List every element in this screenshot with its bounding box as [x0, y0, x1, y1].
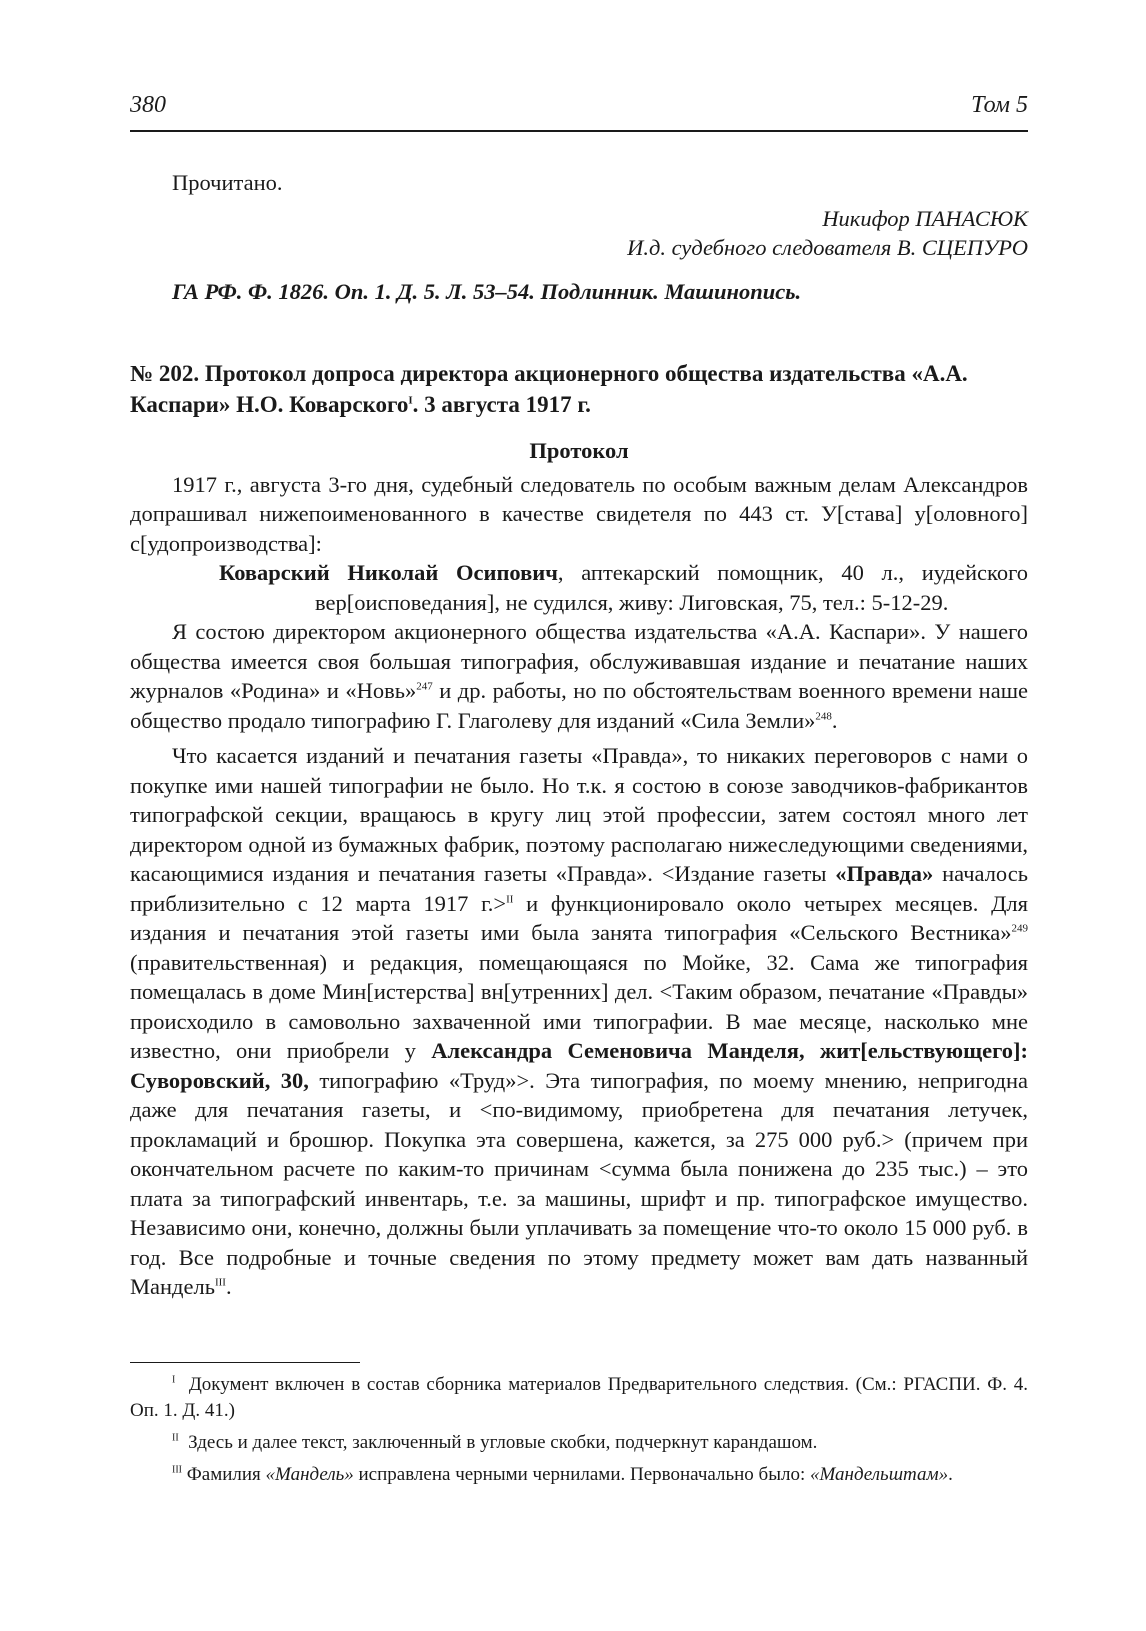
main-text	[130, 168, 1028, 1302]
footnote-3: $^{III}$ Фамилия «Мандель» исправлена черными чернилами. Первоначально было: «Мандельштам».	[172, 1464, 953, 1485]
footnote-1: $^I$ Документ включен в состав сборника материалов Предварительного следствия. (См.: РГАСПИ. Ф. 4. Оп. 1. Д. 41.)	[130, 1374, 1029, 1421]
read-confirmation: Прочитано.	[172, 170, 283, 195]
endnote-ref-249[interactable]: 249	[1011, 922, 1028, 935]
signature-investigator: И.д. судебного следователя В. СЦЕПУРО	[627, 235, 1028, 260]
title-date: . 3 августа 1917 г.	[412, 392, 591, 417]
witness-info	[130, 558, 1028, 617]
archive-source: ГА РФ. Ф. 1826. Оп. 1. Д. 5. Л. 53–54. Подлинник. Машинопись.	[172, 278, 802, 304]
endnote-ref-247[interactable]: 247	[416, 680, 433, 693]
title-text: № 202. Протокол допроса директора акционерного общества издательства «А.А. Каспари» Н.О. Коварского	[130, 361, 968, 417]
signature-witness: Никифор ПАНАСЮК	[822, 205, 1028, 231]
footnote-ref-1[interactable]: I	[408, 394, 413, 407]
intro-paragraph: 1917 г., августа 3-го дня, судебный следователь по особым важным делам Александров допрашивал нижепоименованного в качестве свидетеля по 443 ст. У[става] у[оловного] с[удопроизводства]:	[130, 471, 1028, 556]
footnote-separator	[130, 1362, 360, 1363]
running-header	[130, 92, 1028, 132]
footnotes	[130, 1372, 1028, 1494]
footnote-ref-3[interactable]: III	[214, 1276, 226, 1289]
section-heading: Протокол	[529, 438, 629, 463]
footnote-2: $^{II}$ Здесь и далее текст, заключенный в угловые скобки, подчеркнут карандашом.	[172, 1432, 818, 1453]
testimony-paragraph-1: Я состою директором акционерного общества издательства «А.А. Каспари». У нашего общества имеется своя большая типография, обслуживавшая издание и печатание наших журналов «Родина» и «Новь»$^{247}$ и др. работы, но по обстоятельствам военного времени наше общество продало типографию Г. Глаголеву для изданий «Сила Земли»$^{248}$.	[130, 619, 1029, 733]
witness-details: , аптекарский помощник, 40 л., иудейского вер[оисповедания], не судился, живу: Лиговская, 75, тел.: 5-12-29.	[315, 560, 1028, 615]
footnote-ref-2[interactable]: II	[506, 893, 514, 905]
volume-label: Том 5	[971, 92, 1028, 118]
page-number: 380	[130, 92, 166, 118]
witness-name: Коварский Николай Осипович	[219, 560, 558, 585]
testimony-paragraph-2: Что касается изданий и печатания газеты «Правда», то никаких переговоров с нами о покупке ими нашей типографии не было. Но т.к. я состою в союзе заводчиков-фабрикантов типографской секции, вращаюсь в кругу лиц этой профессии, затем состоял много лет директором одной из бумажных фабрик, поэтому располагаю нижеследующими сведениями, касающимися издания и печатания газеты «Правда». <Издание газеты «Правда» началось приблизительно с 12 марта 1917 г.>$^{II}$ и функционировало около четырех месяцев. Для издания и печатания этой газеты ими была занята типография «Сельского Вестника»$^{249}$ (правительственная) и редакция, помещающаяся по Мойке, 32. Сама же типография помещалась в доме Мин[истерства] вн[утренних] дел. <Таким образом, печатание «Правды» происходило в самовольно захваченной ими типографии. В мае месяце, насколько мне известно, они приобрели у Александра Семеновича Манделя, жит[ельствующего]: Суворовский, 30, типографию «Труд»>. Эта типография, по моему мнению, непригодна даже для печатания газеты, и <по-видимому, приобретена для печатания летучек, прокламаций и брошюр. Покупка эта совершена, кажется, за 275 000 руб.> (причем при окончательном расчете по каким-то причинам <сумма была понижена до 235 тыс.) – это плата за типографский инвентарь, т.е. за машины, шрифт и пр. типографское имущество. Независимо они, конечно, должны были уплачивать за помещение что-то около 15 000 руб. в год. Все подробные и точные сведения по этому предмету может вам дать названный Мандель$^{III}$.	[130, 743, 1028, 1299]
document-title	[130, 358, 1028, 420]
endnote-ref-248[interactable]: 248	[815, 710, 832, 722]
